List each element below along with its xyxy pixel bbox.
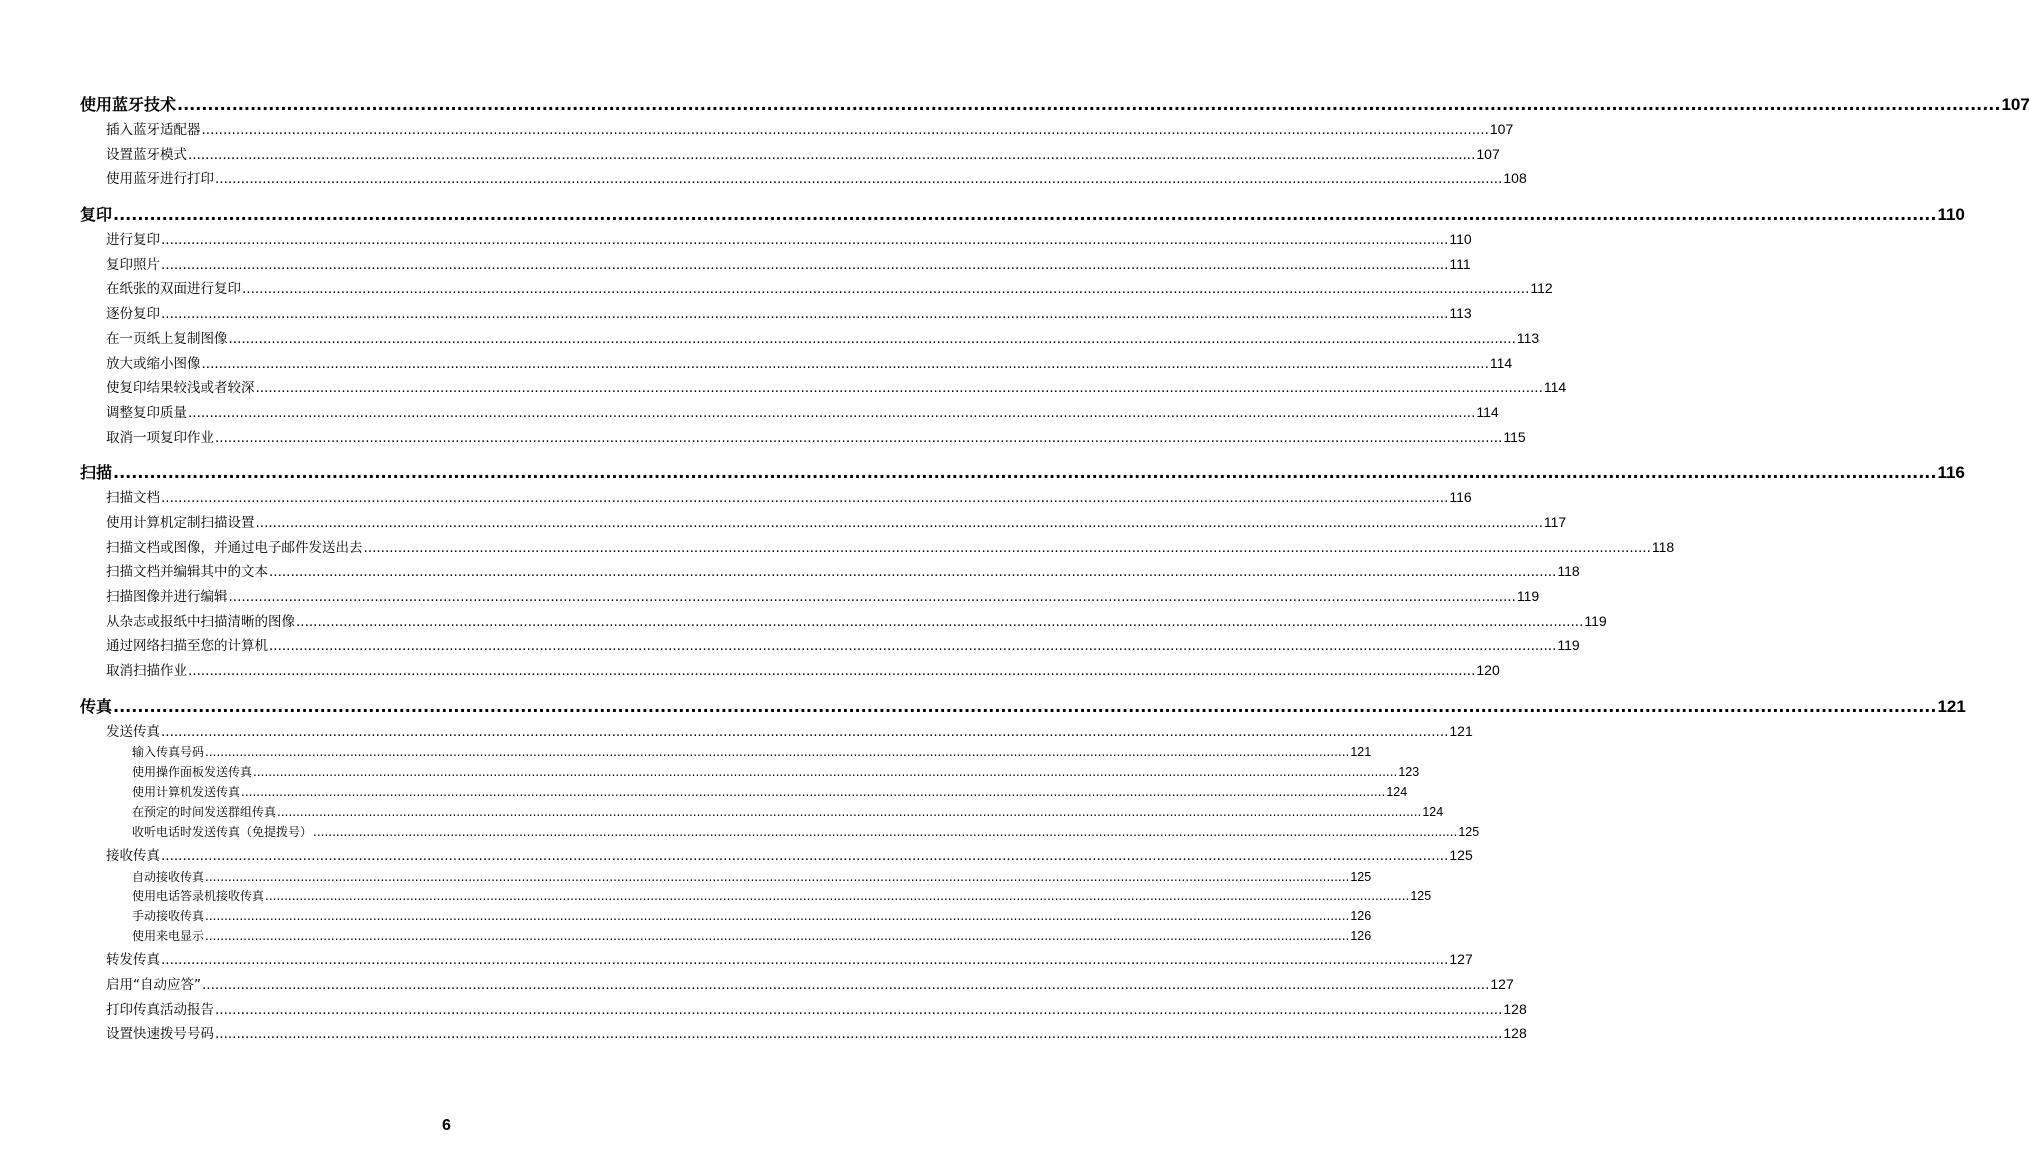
toc-section-page: 116 [1937,463,1965,483]
toc-entry-page: 128 [1503,1025,1527,1042]
toc-entry-title: 设置蓝牙模式 [106,146,187,163]
toc-entry-page: 120 [1476,662,1500,679]
toc-subentry-title: 使用电话答录机接收传真 [132,889,265,904]
toc-entry-page: 112 [1530,280,1553,297]
toc-section [80,92,2030,191]
toc-entry[interactable] [80,326,1540,351]
toc-section [80,460,1965,683]
toc-entry-page: 107 [1489,121,1514,137]
toc-section-page: 107 [2001,95,2030,114]
toc-subentry-page: 124 [1386,785,1408,800]
toc-dot-leader: ............................................................................................................................................................................................................................................................................................................ [205,909,1350,924]
toc-entry-page: 118 [1651,538,1675,555]
toc-dot-leader: ............................................................................................................................................................................................................................................................................................................ [188,404,1476,421]
toc-entry-title: 转发传真 [106,952,160,969]
toc-dot-leader: ............................................................................................................................................................................................................................................................................................................ [113,205,1937,225]
toc-entry[interactable] [80,142,1500,167]
toc-subentry[interactable] [80,868,1372,888]
toc-dot-leader: ............................................................................................................................................................................................................................................................................................................ [228,589,1516,605]
toc-dot-leader: ............................................................................................................................................................................................................................................................................................................ [205,745,1350,760]
toc-entry-title: 扫描文档或图像，并通过电子邮件发送出去 [106,539,363,556]
toc-entry-title: 扫描图像并进行编辑 [106,589,228,605]
toc-dot-leader: ............................................................................................................................................................................................................................................................................................................ [313,825,1458,839]
toc-dot-leader: ............................................................................................................................................................................................................................................................................................................ [161,723,1449,740]
toc-subentry-title: 收听电话时发送传真（免提拨号） [132,825,313,839]
toc-entry-title: 复印照片 [106,256,160,273]
toc-entry[interactable] [80,633,1580,658]
toc-entry-page: 119 [1584,612,1607,629]
toc-dot-leader: ............................................................................................................................................................................................................................................................................................................ [277,805,1422,820]
toc-section-title: 复印 [80,205,113,225]
toc-entry-page: 108 [1503,170,1527,187]
toc-entry[interactable] [80,351,1513,376]
toc-entry[interactable] [80,997,1527,1022]
toc-entry-page: 114 [1476,403,1499,420]
toc-entry[interactable] [80,117,1514,142]
toc-entry-page: 110 [1449,231,1472,248]
toc-dot-leader: ............................................................................................................................................................................................................................................................................................................ [177,95,2001,114]
toc-subentry-page: 124 [1422,805,1444,820]
toc-dot-leader: ............................................................................................................................................................................................................................................................................................................ [255,514,1543,531]
toc-subentry-page: 125 [1350,869,1372,884]
toc-dot-leader: ............................................................................................................................................................................................................................................................................................................ [202,976,1490,993]
toc-entry-page: 113 [1516,329,1540,346]
toc-entry-title: 在一页纸上复制图像 [106,330,228,347]
toc-subentry-page: 125 [1458,825,1480,839]
toc-entry[interactable] [80,947,1473,972]
table-of-contents [80,92,2030,1046]
toc-entry-title: 使用蓝牙进行打印 [106,171,214,188]
toc-dot-leader: ............................................................................................................................................................................................................................................................................................................ [201,355,1489,372]
toc-entry-title: 使用计算机定制扫描设置 [106,514,255,531]
toc-entry-title: 扫描文档 [106,490,160,507]
toc-entry[interactable] [80,1021,1527,1046]
toc-dot-leader: ............................................................................................................................................................................................................................................................................................................ [215,429,1503,446]
toc-entry[interactable] [80,584,1540,609]
toc-dot-leader: ............................................................................................................................................................................................................................................................................................................ [161,232,1449,249]
toc-entry[interactable] [80,301,1472,326]
toc-section-title: 扫描 [80,463,113,483]
toc-subentry[interactable] [80,823,1480,843]
toc-subentry-page: 126 [1350,929,1372,944]
toc-entry-page: 113 [1449,305,1472,322]
toc-subentry[interactable] [80,907,1372,927]
toc-subentry-title: 在预定的时间发送群组传真 [132,805,277,820]
toc-section [80,202,1965,449]
toc-entry-title: 设置快速拨号号码 [106,1026,214,1043]
toc-section-page: 121 [1937,696,1966,716]
toc-dot-leader: ............................................................................................................................................................................................................................................................................................................ [161,306,1449,323]
toc-dot-leader: ............................................................................................................................................................................................................................................................................................................ [241,785,1386,800]
toc-subentry-page: 121 [1350,745,1372,760]
toc-subentry-page: 126 [1350,909,1372,924]
toc-entry-title: 进行复印 [106,232,160,249]
toc-entry-page: 114 [1489,354,1513,371]
toc-subentry[interactable] [80,887,1432,907]
toc-entry-title: 在纸张的双面进行复印 [106,281,241,298]
toc-subentry-title: 使用来电显示 [132,929,205,944]
toc-entry-page: 119 [1516,588,1540,604]
toc-dot-leader: ............................................................................................................................................................................................................................................................................................................ [269,638,1557,655]
toc-entry-title: 插入蓝牙适配器 [106,122,201,138]
toc-subentry-title: 输入传真号码 [132,745,205,760]
toc-entry[interactable] [80,658,1500,683]
toc-dot-leader: ............................................................................................................................................................................................................................................................................................................ [363,539,1651,556]
toc-subentry[interactable] [80,927,1372,947]
toc-entry-page: 127 [1449,951,1473,968]
toc-entry[interactable] [80,375,1567,400]
toc-entry-title: 接收传真 [106,847,160,864]
toc-subentry-title: 使用计算机发送传真 [132,785,241,800]
toc-entry-title: 放大或缩小图像 [106,355,201,372]
toc-section-heading[interactable] [80,460,1965,485]
toc-entry[interactable] [80,252,1471,277]
toc-entry[interactable] [80,485,1472,510]
toc-entry[interactable] [80,559,1580,584]
toc-entry[interactable] [80,425,1526,450]
toc-section-title: 使用蓝牙技术 [80,95,177,114]
toc-entry-title: 逐份复印 [106,306,160,323]
toc-entry-page: 121 [1449,722,1473,739]
toc-entry[interactable] [80,510,1567,535]
toc-entry-page: 119 [1557,637,1580,654]
toc-subentry-title: 自动接收传真 [132,869,205,884]
toc-entry[interactable] [80,166,1527,191]
toc-subentry-title: 手动接收传真 [132,909,205,924]
toc-entry-page: 117 [1543,513,1567,530]
toc-entry-title: 取消扫描作业 [106,663,187,680]
toc-entry-title: 通过网络扫描至您的计算机 [106,638,268,655]
toc-dot-leader: ............................................................................................................................................................................................................................................................................................................ [215,1001,1503,1018]
toc-section [80,694,1966,1046]
toc-entry[interactable] [80,843,1473,868]
toc-dot-leader: ............................................................................................................................................................................................................................................................................................................ [269,564,1557,581]
toc-subentry-page: 123 [1398,765,1420,780]
toc-entry[interactable] [80,719,1473,744]
toc-entry-page: 125 [1449,846,1473,863]
toc-entry-page: 116 [1449,489,1472,506]
toc-dot-leader: ............................................................................................................................................................................................................................................................................................................ [161,256,1449,273]
toc-dot-leader: ............................................................................................................................................................................................................................................................................................................ [161,847,1449,864]
toc-section-heading[interactable] [80,92,2030,117]
toc-dot-leader: ............................................................................................................................................................................................................................................................................................................ [201,122,1489,138]
toc-dot-leader: ............................................................................................................................................................................................................................................................................................................ [265,889,1410,904]
toc-subentry[interactable] [80,763,1420,783]
toc-dot-leader: ............................................................................................................................................................................................................................................................................................................ [205,869,1350,884]
toc-entry-title: 取消一项复印作业 [106,429,214,446]
toc-subentry[interactable] [80,783,1408,803]
toc-subentry-title: 使用操作面板发送传真 [132,765,253,780]
toc-section-heading[interactable] [80,202,1965,227]
toc-entry[interactable] [80,609,1607,634]
page-number: 6 [442,1117,451,1134]
toc-subentry[interactable] [80,803,1444,823]
toc-dot-leader: ............................................................................................................................................................................................................................................................................................................ [205,929,1350,944]
toc-dot-leader: ............................................................................................................................................................................................................................................................................................................ [242,281,1530,298]
toc-dot-leader: ............................................................................................................................................................................................................................................................................................................ [161,490,1449,507]
toc-entry-page: 128 [1503,1000,1527,1017]
toc-dot-leader: ............................................................................................................................................................................................................................................................................................................ [161,952,1449,969]
toc-section-heading[interactable] [80,694,1966,719]
toc-entry[interactable] [80,227,1472,252]
toc-entry-title: 使复印结果较浅或者较深 [106,380,255,397]
toc-dot-leader: ............................................................................................................................................................................................................................................................................................................ [113,696,1937,716]
toc-dot-leader: ............................................................................................................................................................................................................................................................................................................ [215,171,1503,188]
toc-dot-leader: ............................................................................................................................................................................................................................................................................................................ [113,463,1937,483]
toc-entry-page: 127 [1490,975,1514,992]
toc-entry-title: 发送传真 [106,723,160,740]
toc-entry-page: 114 [1543,379,1567,396]
toc-entry-title: 扫描文档并编辑其中的文本 [106,564,268,581]
toc-entry[interactable] [80,400,1499,425]
toc-section-title: 传真 [80,696,113,716]
toc-entry-page: 107 [1476,145,1500,162]
toc-dot-leader: ............................................................................................................................................................................................................................................................................................................ [228,330,1516,347]
toc-entry[interactable] [80,972,1514,997]
toc-entry-title: 调整复印质量 [106,404,187,421]
toc-section-page: 110 [1937,205,1965,225]
toc-entry-title: 从杂志或报纸中扫描清晰的图像 [106,613,295,630]
toc-dot-leader: ............................................................................................................................................................................................................................................................................................................ [188,663,1476,680]
toc-entry-title: 打印传真活动报告 [106,1001,214,1018]
toc-entry[interactable] [80,276,1553,301]
toc-dot-leader: ............................................................................................................................................................................................................................................................................................................ [253,765,1398,780]
toc-dot-leader: ............................................................................................................................................................................................................................................................................................................ [215,1026,1503,1043]
toc-subentry-page: 125 [1410,889,1432,904]
toc-entry-page: 115 [1503,428,1526,445]
toc-dot-leader: ............................................................................................................................................................................................................................................................................................................ [255,380,1543,397]
toc-entry[interactable] [80,535,1675,560]
toc-entry-page: 111 [1449,255,1471,272]
toc-dot-leader: ............................................................................................................................................................................................................................................................................................................ [188,146,1476,163]
toc-dot-leader: ............................................................................................................................................................................................................................................................................................................ [296,613,1584,630]
toc-subentry[interactable] [80,743,1372,763]
toc-entry-title: 启用“自动应答” [106,976,201,993]
toc-entry-page: 118 [1557,563,1580,580]
